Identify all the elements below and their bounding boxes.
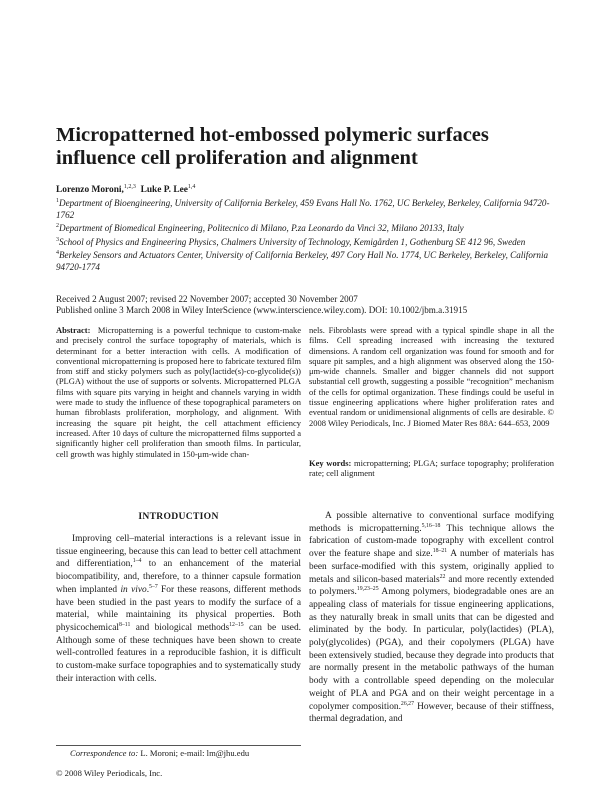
body-text: Improving cell–material interactions is a relevant issue in tissue engineering, because this can lead to better cell attachment and differentiation, [56,534,301,570]
body-text: and biological methods [130,622,230,633]
intro-paragraph-left [56,533,301,685]
citation-ref: 1–4 [132,558,142,565]
abstract-right-column: nels. Fibroblasts were spread with a typical spindle shape in all the films. Cell spreading increased with increasing the textured dimensions. A random cell organization was found for smooth and for square pit samples, and a high alignment was observed along the 150-μm-wide channels. Smaller and bigger channels did not support substantial cell growth, suggesting a possible “recognition” mechanism of the cells for optimal organization. These findings could be useful in tissue engineering applications where higher proliferation rates and eventual random or unidimensional alignments of cells are desirable. © 2008 Wiley Periodicals, Inc. J Biomed Mater Res 88A: 644–653, 2009 [309,325,554,428]
affiliation-number: 1 [56,198,59,204]
author-name: Luke P. Lee [140,185,188,196]
affiliation-text: Department of Bioengineering, University of California Berkeley, 459 Evans Hall No. 1762, UC Berkeley, Berkeley, California 94720-1762 [56,198,550,220]
affiliation-number: 3 [56,236,59,243]
citation-ref: 5–7 [149,583,158,590]
article-title: Micropatterned hot-embossed polymeric surfaces influence cell proliferation and alignment [56,124,489,169]
section-heading-introduction: INTRODUCTION [138,511,219,522]
body-text: This technique allows the fabrication of custom-made topography with excellent control over the feature shape and size. [309,523,554,560]
body-text: Among polymers, biodegradable ones are an appealing class of materials for tissue engineering applications, as they naturally break in small units that can be digested and eliminated by the body. In particular, poly(lactides) (PLA), poly(glycolides) (PGA), and their copolymers (PLGA) have been extensively studied, because they degrade into products that are normally present in the metabolic pathways of the human body with a controllable speed depending on the molecular weight of PLA and PGA and on their weight percentage in a copolymer composition. [309,587,554,712]
citation-ref: 5,16–18 [421,522,441,529]
citation-ref: 22 [439,573,446,580]
body-text: to an enhancement of the material biocompatibility, and, therefore, to a thinner capsule formation when implanted [56,559,301,595]
body-text: For these reasons, different methods have been studied in the past years to modify the surface of a material, while maintaining its physical properties. Both physicochemical [56,584,301,633]
keywords-text: micropatterning; PLGA; surface topography; proliferation rate; cell alignment [309,458,554,479]
affiliation [56,235,561,249]
correspondence-text: L. Moroni; e-mail: lm@jhu.edu [138,748,250,758]
citation-ref: 12–15 [229,621,244,628]
affiliation [56,248,561,273]
affiliation-number: 4 [56,250,59,257]
body-text: A number of materials has been surface-modified with this system, originally applied to metals and silicon-based materials [309,549,554,585]
abstract-left-column [56,325,301,459]
affiliation-text: Department of Biomedical Engineering, Politecnico di Milano, P.za Leonardo da Vinci 32, Milano 20133, Italy [59,223,464,234]
body-text: can be used. Although some of these techniques have been shown to create well-controlled features in a reproducible fashion, it is difficult to custom-make surface topographies and to systematically study their interaction with cells. [56,622,302,684]
affiliation-number: 2 [56,223,59,230]
body-text-italic: in vivo [120,584,147,595]
citation-ref: 26,27 [400,700,414,707]
intro-paragraph-right [309,510,554,726]
publication-history [56,294,561,316]
affiliation-list [56,196,561,274]
citation-ref: 19,23–25 [356,586,379,593]
abstract-label: Abstract: [56,325,91,335]
affiliation-text: School of Physics and Engineering Physics, Chalmers University of Technology, Kemigården 1, Gothenburg SE 412 96, Sweden [59,236,526,247]
author-affiliation-marker: 1,2,3 [123,184,136,190]
affiliation [56,196,561,221]
keywords-label: Key words: [309,458,352,468]
correspondence-note [70,748,249,758]
affiliation-text: Berkeley Sensors and Actuators Center, University of California Berkeley, 497 Cory Hall No. 1774, UC Berkeley, Berkeley, California 94720-1774 [56,250,549,273]
citation-ref: 8–11 [119,621,131,628]
body-text: However, because of their stiffness, thermal degradation, and [309,701,554,725]
copyright-notice: © 2008 Wiley Periodicals, Inc. [56,768,163,778]
received-dates: Received 2 August 2007; revised 22 November 2007; accepted 30 November 2007 [56,294,358,304]
author-name: Lorenzo Moroni, [56,185,124,196]
published-online: Published online 3 March 2008 in Wiley InterScience (www.interscience.wiley.com). DOI: 10.1002/jbm.a.31915 [56,305,468,315]
citation-ref: 18–21 [432,547,448,554]
affiliation [56,221,561,235]
author-affiliation-marker: 1,4 [187,184,196,190]
author-list [56,184,195,195]
body-text: and more recently extended to polymers. [309,574,554,598]
body-text: A possible alternative to conventional surface modifying methods is micropatterning. [309,511,554,534]
body-text: . [146,584,150,595]
keywords [309,458,554,479]
footnote-divider [56,745,301,746]
correspondence-label: Correspondence to: [70,748,139,758]
abstract-text: Micropatterning is a powerful technique to custom-make and precisely control the surface topography of materials, which is determinant for a better interaction with cells. A modification of conventional micropatterning is proposed here to fabricate textured film from stiff and sticky polymers such as poly(lactide(s)-co-glycolide(s)) (PLGA) without the use of supports or solvents. Micropatterned PLGA films with square pits varying in height and channels varying in width were made to study the influence of these topographical parameters on human fibroblasts proliferation, morphology, and alignment. With increasing the square pit height, the cell attachment efficiency increased. After 10 days of culture the micropatterned films supported a significantly higher cell proliferation than smooth films. In particular, cell growth was highly stimulated in 150-μm-wide chan- [56,325,301,459]
